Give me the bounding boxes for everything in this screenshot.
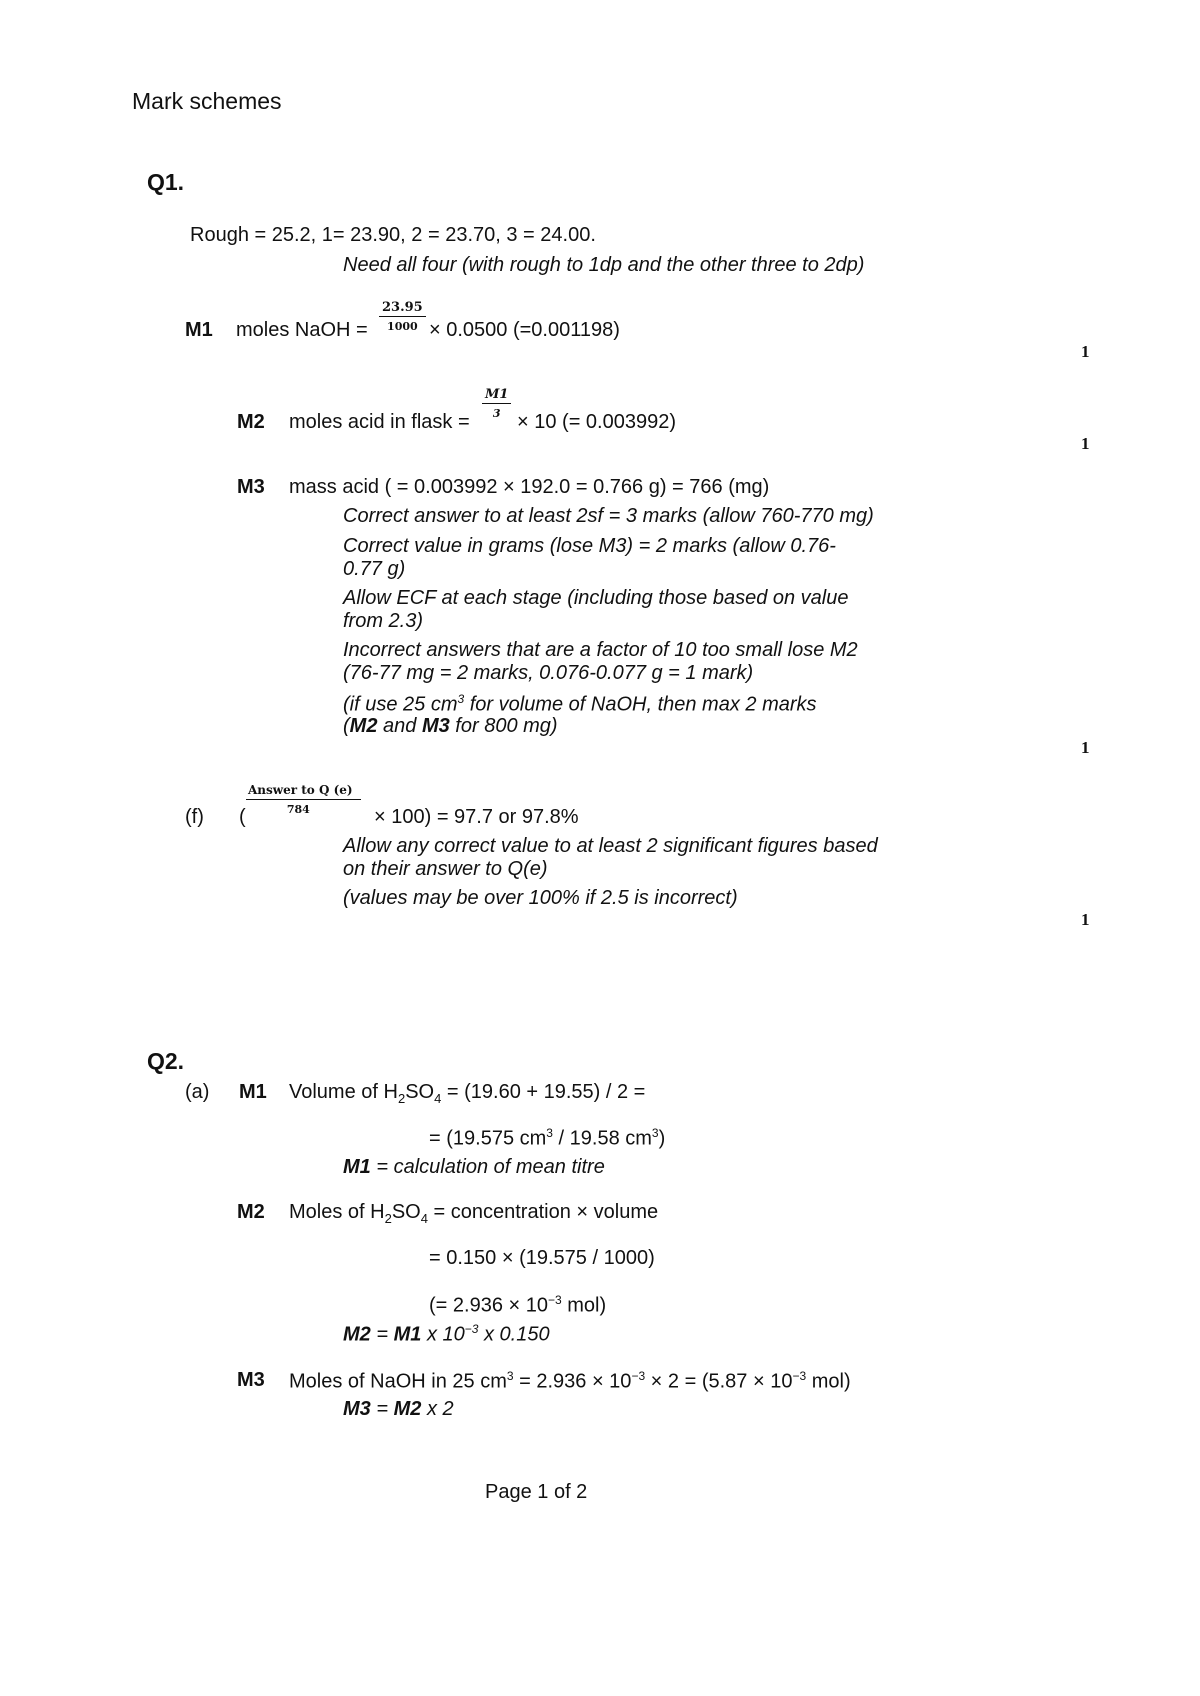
q2-m2-line2: = 0.150 × (19.575 / 1000) bbox=[429, 1247, 655, 1269]
q1-m3-note-4a: Incorrect answers that are a factor of 10 too small lose M2 bbox=[343, 639, 858, 661]
q1-m1-label: M1 bbox=[185, 319, 213, 341]
q1-m3-note-3a: Allow ECF at each stage (including those based on value bbox=[343, 587, 849, 609]
q2-heading: Q2. bbox=[147, 1048, 185, 1074]
q1-f-note-2: (values may be over 100% if 2.5 is incorrect) bbox=[343, 887, 738, 909]
q2-m2-line3: (= $2.936 \times 10^{-3}$ mol) bbox=[429, 1293, 607, 1317]
fraction-numerator: 23.95 bbox=[379, 300, 426, 317]
q2-m1-label: M1 bbox=[239, 1081, 267, 1103]
q1-f-label: (f) bbox=[185, 806, 204, 828]
q1-m3-note-2a: Correct value in grams (lose M3) = 2 marks (allow 0.76- bbox=[343, 535, 836, 557]
fraction-denominator: 784 bbox=[286, 803, 310, 816]
q1-m2-fraction bbox=[482, 387, 511, 420]
q1-m3-note-5b: (M2 and M3 for 800 mg) bbox=[343, 715, 558, 737]
fraction-numerator: M1 bbox=[482, 387, 511, 404]
q2-m2-note: M2 = M1 x $10^{-3}$ x 0.150 bbox=[343, 1322, 550, 1346]
q1-f-result: × 100) = 97.7 or 97.8% bbox=[374, 806, 579, 828]
q1-readings: Rough = 25.2, 1= 23.90, 2 = 23.70, 3 = 24.00. bbox=[190, 224, 596, 246]
q1-f-fraction bbox=[246, 783, 361, 816]
q1-m1-result: × 0.0500 (=0.001198) bbox=[429, 319, 620, 341]
q1-f-open: ( bbox=[239, 806, 246, 828]
q1-f-note-1a: Allow any correct value to at least 2 significant figures based bbox=[343, 835, 878, 857]
q1-m3-note-2b: 0.77 g) bbox=[343, 558, 406, 580]
q1-m1-mark: 1 bbox=[1081, 342, 1090, 361]
q1-m2-mark: 1 bbox=[1081, 434, 1090, 453]
q1-m3-note-5a: (if use 25 $cm^3$ for volume of NaOH, then max 2 marks bbox=[343, 692, 817, 716]
q2-m2-text: Moles of $H_2SO_4$ = concentration × volume bbox=[289, 1201, 659, 1226]
q1-m3-note-1: Correct answer to at least 2sf = 3 marks (allow 760-770 mg) bbox=[343, 505, 874, 527]
q2-part-label: (a) bbox=[185, 1081, 210, 1103]
q1-heading: Q1. bbox=[147, 169, 185, 195]
q2-m3-text: Moles of NaOH in 25 $cm^3 = 2.936 \times 10^{-3} \times 2 = (5.87 \times 10^{-3}$ mol) bbox=[289, 1369, 851, 1393]
q2-m1-note: M1 = calculation of mean titre bbox=[343, 1156, 605, 1178]
page-footer: Page 1 of 2 bbox=[485, 1481, 588, 1503]
q1-m1-fraction bbox=[379, 300, 426, 333]
page-title: Mark schemes bbox=[132, 88, 282, 114]
q1-m3-note-3b: from 2.3) bbox=[343, 610, 424, 632]
q1-m2-label: M2 bbox=[237, 411, 265, 433]
fraction-numerator: Answer to Q (e) bbox=[246, 783, 361, 800]
q1-m3-label: M3 bbox=[237, 476, 265, 498]
q1-m2-result: × 10 (= 0.003992) bbox=[517, 411, 677, 433]
q2-m3-label: M3 bbox=[237, 1369, 265, 1391]
q2-m2-label: M2 bbox=[237, 1201, 265, 1223]
q1-m3-mark: 1 bbox=[1081, 738, 1090, 757]
q2-m1-line2: = (19.575 $cm^3 / 19.58$ $cm^3$) bbox=[429, 1126, 666, 1150]
fraction-denominator: 1000 bbox=[387, 320, 418, 333]
q1-m3-text: mass acid ( = 0.003992 × 192.0 = 0.766 g) = 766 (mg) bbox=[289, 476, 770, 498]
q1-f-mark: 1 bbox=[1081, 910, 1090, 929]
q2-m1-text: Volume of $H_2SO_4 = (19.60 + 19.55) / 2$ = bbox=[289, 1081, 646, 1106]
q1-f-note-1b: on their answer to Q(e) bbox=[343, 858, 548, 880]
fraction-denominator: 3 bbox=[492, 407, 501, 420]
q1-m3-note-4b: (76-77 mg = 2 marks, 0.076-0.077 g = 1 mark) bbox=[343, 662, 754, 684]
q1-m2-text: moles acid in flask = bbox=[289, 411, 470, 433]
q2-m3-note: M3 = M2 x 2 bbox=[343, 1398, 454, 1420]
q1-readings-note: Need all four (with rough to 1dp and the other three to 2dp) bbox=[343, 254, 865, 276]
q1-m1-text: moles NaOH = bbox=[236, 319, 368, 341]
